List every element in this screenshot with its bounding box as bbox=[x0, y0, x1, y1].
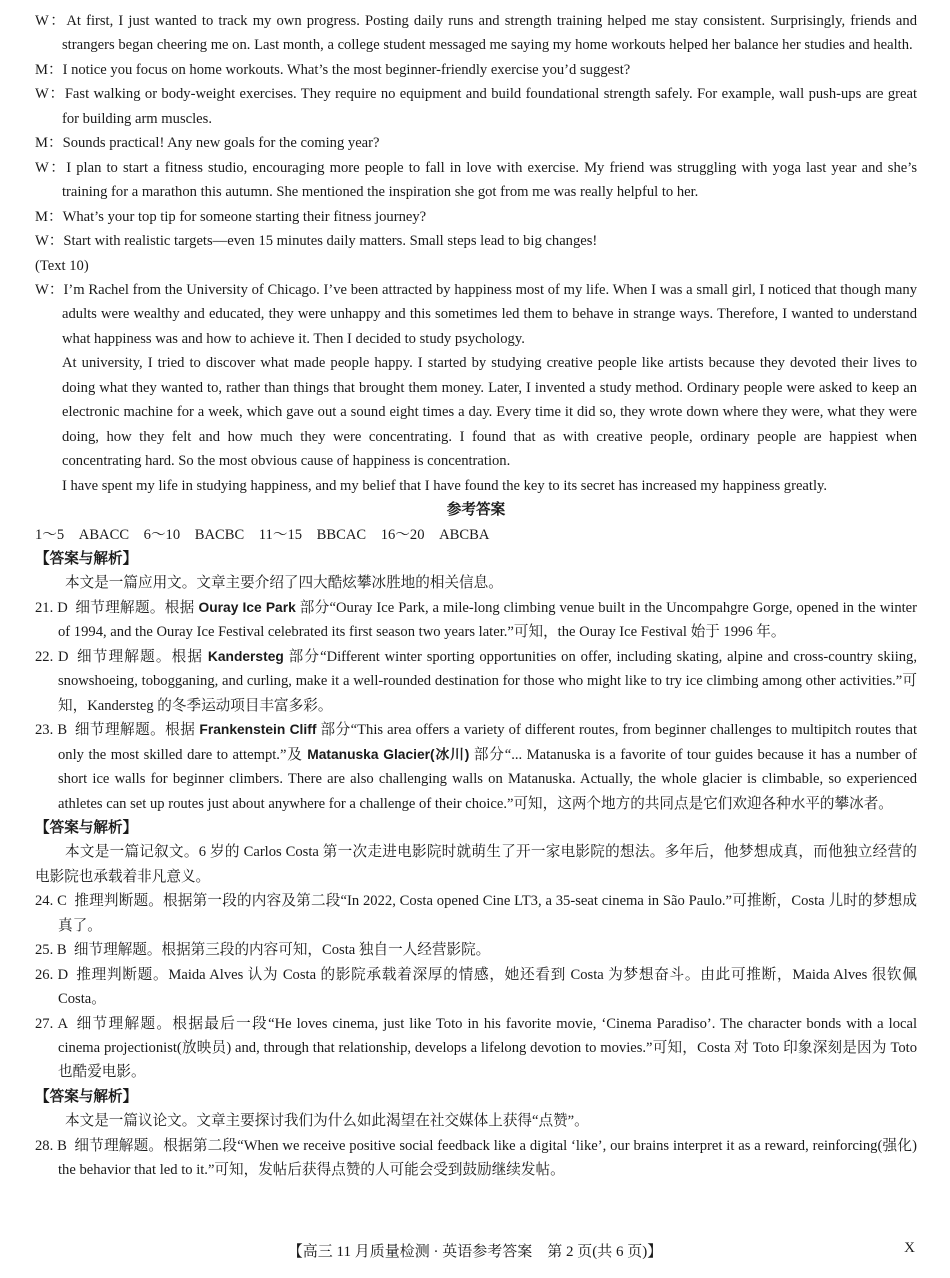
dialogue-text: What’s your top tip for someone starting their fitness journey? bbox=[62, 208, 427, 225]
answer-explanation bbox=[35, 718, 917, 816]
explanation-text: 部分“Different winter sporting opportunities on offer, including skating, alpine and cross-country skiing, snowshoeing, tobogganing, and curling, make it a well-rounded destination for those who might like to try ice climbing among other activities.”可知，Kandersteg 的冬季运动项目丰富多彩。 bbox=[58, 648, 917, 714]
dialogue-line bbox=[35, 58, 917, 82]
dialogue-line bbox=[35, 82, 917, 131]
keyword: Kandersteg bbox=[207, 648, 284, 664]
section-intro: 本文是一篇议论文。文章主要探讨我们为什么如此渴望在社交媒体上获得“点赞”。 bbox=[65, 1113, 589, 1130]
dialogue-text: At first, I just wanted to track my own progress. Posting daily runs and strength training helped me stay consistent. Surprisingly, friends and strangers began cheering me on. Last month, a college student messaged me saying my home workouts helped her balance her studies and health. bbox=[62, 13, 917, 54]
explanation-text: 细节理解题。根据第三段的内容可知，Costa 独自一人经营影院。 bbox=[73, 942, 491, 959]
text10-paragraph bbox=[35, 474, 917, 498]
dialogue-line bbox=[35, 205, 917, 229]
answer-explanation bbox=[35, 963, 917, 1012]
speaker-label: W： bbox=[35, 13, 67, 29]
speaker-label: M： bbox=[35, 61, 63, 78]
explanation-text: 推理判断题。根据第一段的内容及第二段“In 2022, Costa opened Cine LT3, a 35-seat cinema in São Paulo.”可推断，Costa 儿时的梦想成真了。 bbox=[58, 893, 917, 934]
text10-paragraph bbox=[35, 278, 917, 351]
explanation-text: 推理判断题。Maida Alves 认为 Costa 的影院承载着深厚的情感，她还看到 Costa 为梦想奋斗。由此可推断，Maida Alves 很钦佩 Costa。 bbox=[58, 966, 917, 1008]
answer-key: 1～5 ABACC 6～10 BACBC 11～15 BBCAC 16～20 ABCBA bbox=[35, 526, 490, 543]
document-page bbox=[35, 9, 917, 1183]
dialogue-text: I plan to start a fitness studio, encouraging more people to fall in love with exercise. My friend was struggling with yoga last year and she’s training for a marathon this autumn. She mentioned the inspiration she got from me was really helpful to her. bbox=[62, 159, 917, 201]
dialogue-text: Sounds practical! Any new goals for the coming year? bbox=[62, 135, 380, 152]
page-footer bbox=[0, 1240, 950, 1261]
dialogue-text: Start with realistic targets—even 15 minutes daily matters. Small steps lead to big changes! bbox=[63, 233, 598, 250]
speaker-label: W： bbox=[35, 233, 64, 250]
footer-text: 【高三 11 月质量检测 · 英语参考答案 第 2 页(共 6 页)】 bbox=[287, 1244, 663, 1260]
speaker-label: M： bbox=[35, 135, 63, 152]
speaker-label: W： bbox=[35, 281, 64, 298]
section-intro: 本文是一篇应用文。文章主要介绍了四大酷炫攀冰胜地的相关信息。 bbox=[65, 575, 503, 592]
explanation-text: 部分“Ouray Ice Park, a mile-long climbing venue built in the Uncompahgre Gorge, opened in the winter of 1994, and the Ouray Ice Festival celebrated its first season two years later.”可知，the Ouray Ice Festival 始于 1996 年。 bbox=[58, 599, 918, 641]
explanation-text: 细节理解题。根据 bbox=[75, 599, 199, 616]
dialogue-line bbox=[35, 229, 917, 253]
explanation-text: 细节理解题。根据 bbox=[74, 722, 200, 739]
answer-explanation bbox=[35, 1134, 917, 1183]
answer-number: 25. B bbox=[35, 942, 67, 959]
answer-number: 26. D bbox=[35, 966, 69, 983]
dialogue-text: I notice you focus on home workouts. What’s the most beginner-friendly exercise you’d suggest? bbox=[62, 61, 631, 78]
answer-explanation bbox=[35, 889, 917, 938]
answer-number: 22. D bbox=[35, 648, 69, 665]
answer-number: 21. D bbox=[35, 599, 68, 616]
answer-explanation bbox=[35, 938, 917, 962]
speaker-label: W： bbox=[35, 86, 65, 103]
answer-number: 28. B bbox=[35, 1137, 67, 1154]
speaker-label: M： bbox=[35, 208, 63, 225]
keyword: Frankenstein Cliff bbox=[199, 722, 317, 738]
answer-number: 24. C bbox=[35, 893, 67, 910]
footer-mark: X bbox=[904, 1240, 915, 1256]
explanation-text: 部分“This area offers a variety of different routes, from beginner challenges to multipitch routes that only the most skilled dare to attempt.”及 bbox=[58, 722, 918, 763]
speaker-label: W： bbox=[35, 159, 67, 176]
dialogue-line bbox=[35, 9, 917, 58]
explanation-text: 细节理解题。根据第二段“When we receive positive social feedback like a digital ‘like’, our brains interpret it as a reward, reinforcing(强化) the behavior that led to it.”可知，发帖后获得点赞的人可能会受到鼓励继续发帖。 bbox=[58, 1137, 917, 1179]
paragraph-text: I have spent my life in studying happiness, and my belief that I have found the key to its secret has increased my happiness greatly. bbox=[62, 477, 828, 494]
paragraph-text: At university, I tried to discover what made people happy. I started by studying creative people like artists because they devoted their lives to doing what they wanted to, rather than things that brought them money. Later, I invented a study method. Ordinary people were asked to keep an electronic machine for a week, which gave out a sound eight times a day. Every time it did so, they wrote down where they were, what they were doing, how they felt and how much they were concentrating. I found that as with creative people, ordinary people are happiest when concentrating hard. So the most obvious cause of happiness is concentration. bbox=[62, 355, 917, 470]
answer-number: 23. B bbox=[35, 722, 68, 739]
text10-paragraph bbox=[35, 351, 917, 473]
answer-explanation bbox=[35, 645, 917, 718]
dialogue-text: Fast walking or body-weight exercises. They require no equipment and build foundational strength safely. For example, wall push-ups are great for building arm muscles. bbox=[62, 86, 917, 127]
dialogue-line bbox=[35, 131, 917, 155]
explanation-text: 细节理解题。根据 bbox=[75, 648, 208, 665]
text-label: (Text 10) bbox=[35, 257, 89, 274]
keyword: Matanuska Glacier(冰川) bbox=[307, 746, 470, 762]
paragraph-text: I’m Rachel from the University of Chicago. I’ve been attracted by happiness most of my life. When I was a small girl, I noticed that though many adults were wealthy and educated, they were unhappy and this sometimes led them to behave in strange ways. Therefore, I wanted to understand what happiness was and how to achieve it. Then I decided to study psychology. bbox=[62, 281, 917, 347]
section-heading: 【答案与解析】 bbox=[35, 1088, 138, 1105]
section-intro: 本文是一篇记叙文。6 岁的 Carlos Costa 第一次走进电影院时就萌生了开一家电影院的想法。多年后，他梦想成真，而他独立经营的电影院也承载着非凡意义。 bbox=[35, 844, 917, 885]
answer-explanation bbox=[35, 1012, 917, 1085]
section-heading: 【答案与解析】 bbox=[35, 819, 138, 836]
answer-number: 27. A bbox=[35, 1015, 68, 1032]
section-heading: 【答案与解析】 bbox=[35, 550, 138, 567]
answer-explanation bbox=[35, 596, 917, 645]
answer-title: 参考答案 bbox=[446, 502, 506, 519]
explanation-text: 细节理解题。根据最后一段“He loves cinema, just like Toto in his favorite movie, ‘Cinema Paradiso’. The character bonds with a local cinema projectionist(放映员) and, through that relationship, develops a lifelong devotion to movies.”可知，Costa 对 Toto 印象深刻是因为 Toto 也酷爱电影。 bbox=[58, 1015, 917, 1081]
keyword: Ouray Ice Park bbox=[198, 599, 296, 615]
explanation-text: 部分“... Matanuska is a favorite of tour guides because it has a number of short ice walls for beginner climbers. There are also challenging walls on Matanuska. Actually, the whole glacier is climbable, so experienced athletes can set up routes just about anywhere for a challenge of their choice.”可知，这两个地方的共同点是它们欢迎各种水平的攀冰者。 bbox=[58, 746, 917, 812]
dialogue-line bbox=[35, 156, 917, 205]
